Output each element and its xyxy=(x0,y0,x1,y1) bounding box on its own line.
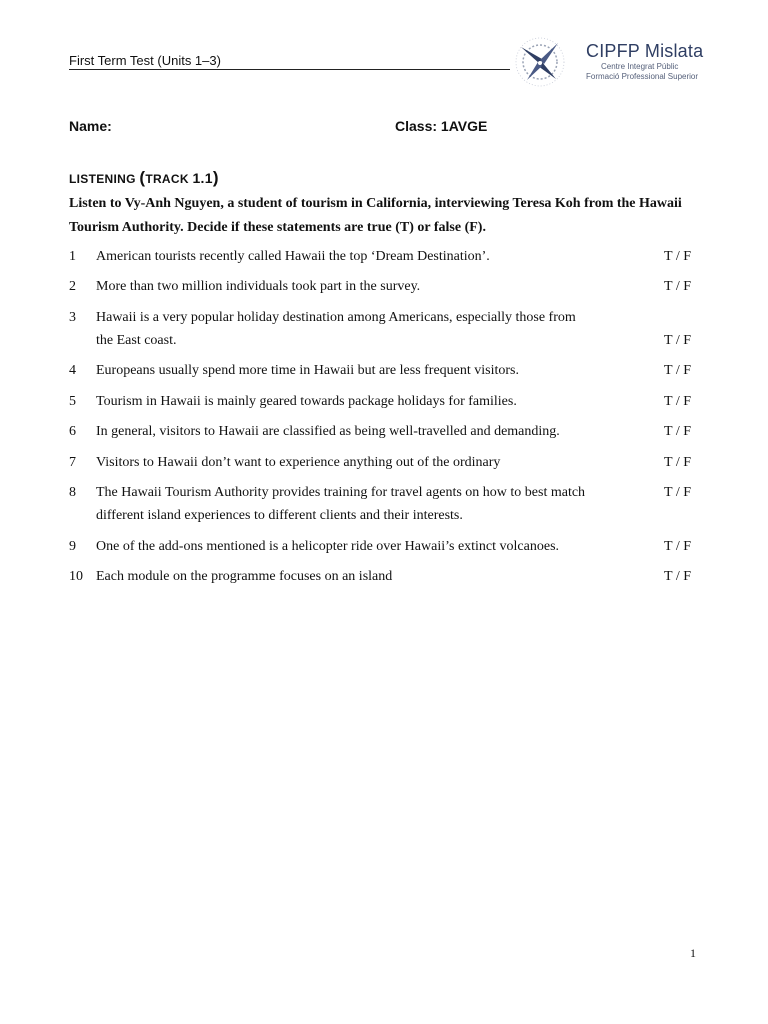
question-number: 1 xyxy=(69,249,76,264)
question-text: More than two million individuals took part in the survey. xyxy=(96,279,421,294)
true-false-marker: T / F xyxy=(664,363,691,378)
section-paren-close: ) xyxy=(212,168,219,187)
question-number: 6 xyxy=(69,424,76,439)
logo-subtitle-line2: Formació Professional Superior xyxy=(586,72,699,81)
header-title: First Term Test (Units 1–3) xyxy=(69,53,221,68)
class-field-label: Class: 1AVGE xyxy=(395,118,488,134)
instructions: Listen to Vy-Anh Nguyen, a student of tourism in California, interviewing Teresa Koh from the Hawaii Tourism Authority. Decide if these statements are true (T) or false (F). xyxy=(69,196,682,235)
question-number: 2 xyxy=(69,279,76,294)
question-text: Europeans usually spend more time in Hawaii but are less frequent visitors. xyxy=(96,363,520,378)
section-paren-open: ( xyxy=(139,168,146,187)
question-number: 8 xyxy=(69,485,76,500)
question-item xyxy=(69,451,691,474)
question-item xyxy=(69,306,691,352)
question-item xyxy=(69,275,691,298)
logo-subtitle-line1: Centre Integrat Públic xyxy=(601,62,679,71)
question-number: 9 xyxy=(69,539,76,554)
question-text: Each module on the programme focuses on an island xyxy=(96,569,393,584)
section-listening-word: LISTENING xyxy=(69,172,140,186)
name-field-label: Name: xyxy=(69,118,112,134)
page-number: 1 xyxy=(690,946,696,960)
question-text: The Hawaii Tourism Authority provides training for travel agents on how to best match different island experiences to different clients and their interests. xyxy=(96,485,586,523)
true-false-marker: T / F xyxy=(664,424,691,439)
logo-name: CIPFP Mislata xyxy=(586,41,704,61)
question-number: 7 xyxy=(69,455,76,470)
true-false-marker: T / F xyxy=(664,333,691,348)
question-item xyxy=(69,390,691,413)
question-item xyxy=(69,565,691,588)
question-number: 4 xyxy=(69,363,76,378)
question-number: 10 xyxy=(69,569,83,584)
section-heading xyxy=(69,168,219,188)
true-false-marker: T / F xyxy=(664,485,691,500)
question-text: Visitors to Hawaii don’t want to experience anything out of the ordinary xyxy=(96,455,501,470)
header-rule xyxy=(69,69,510,70)
true-false-marker: T / F xyxy=(664,539,691,554)
question-text: Hawaii is a very popular holiday destination among Americans, especially those from the East coast. xyxy=(96,310,576,348)
question-item xyxy=(69,359,691,382)
question-number: 5 xyxy=(69,394,76,409)
question-item xyxy=(69,420,691,443)
school-emblem-logo xyxy=(511,35,569,91)
true-false-marker: T / F xyxy=(664,279,691,294)
question-item xyxy=(69,245,691,268)
question-text: Tourism in Hawaii is mainly geared towards package holidays for families. xyxy=(96,394,517,409)
school-logo xyxy=(586,40,703,82)
section-track-word: TRACK xyxy=(145,172,193,186)
true-false-marker: T / F xyxy=(664,394,691,409)
question-text: American tourists recently called Hawaii the top ‘Dream Destination’. xyxy=(96,249,490,264)
question-text: One of the add-ons mentioned is a helicopter ride over Hawaii’s extinct volcanoes. xyxy=(96,539,560,554)
question-text: In general, visitors to Hawaii are classified as being well-travelled and demanding. xyxy=(96,424,560,439)
question-item xyxy=(69,481,691,527)
true-false-marker: T / F xyxy=(664,455,691,470)
section-track-number: 1.1 xyxy=(192,170,213,186)
question-number: 3 xyxy=(69,310,76,325)
true-false-marker: T / F xyxy=(664,569,691,584)
true-false-marker: T / F xyxy=(664,249,691,264)
question-item xyxy=(69,535,691,558)
